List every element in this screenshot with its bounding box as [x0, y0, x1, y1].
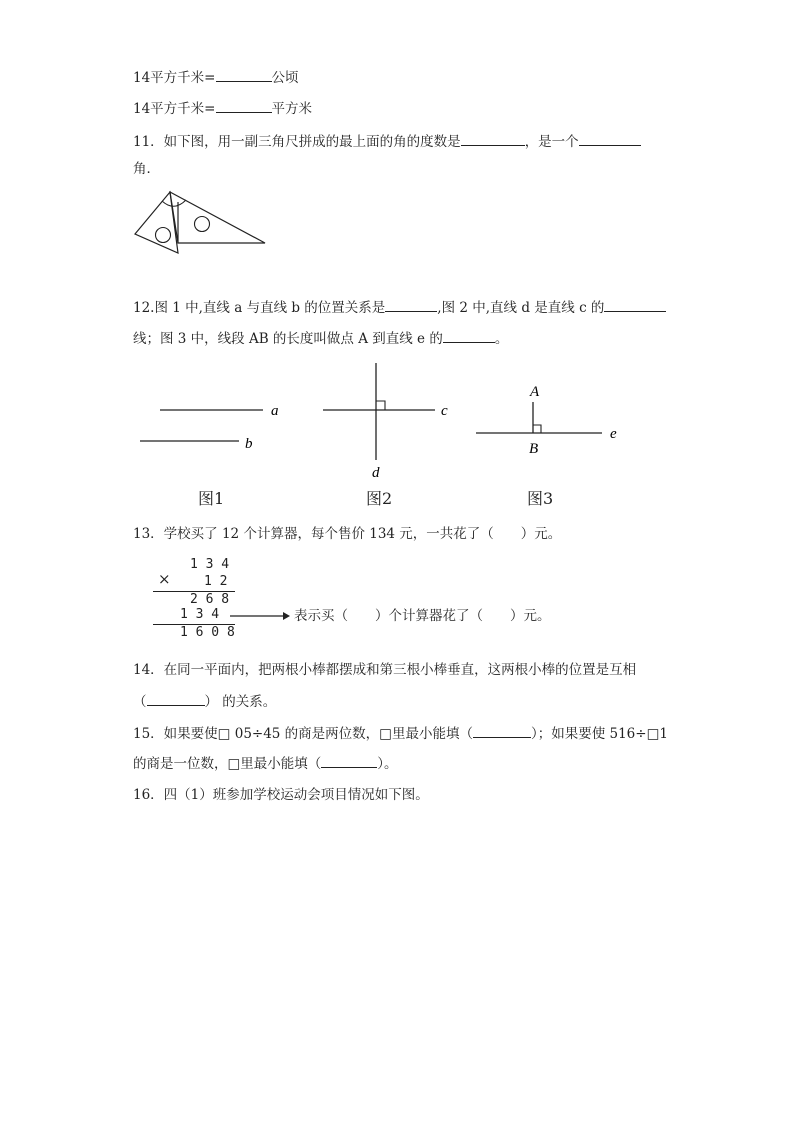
q12-line2: [133, 328, 508, 348]
q11-line1: [133, 131, 641, 151]
q10-unit: 公顷: [271, 70, 299, 86]
right-angle-mark: [533, 425, 541, 433]
q14-text: 14．在同一平面内，把两根小棒都摆成和第三根小棒垂直，这两根小棒的位置是互相: [133, 662, 637, 678]
q14-line2: [133, 691, 276, 711]
q11-text: 角．: [133, 161, 160, 177]
answer-blank[interactable]: [147, 691, 205, 706]
right-angle-mark: [376, 401, 385, 410]
q11-text: 11．如下图，用一副三角尺拼成的最上面的角的度数是: [133, 134, 461, 150]
ruler-hole: [195, 217, 210, 232]
q12-text: ,图 2 中,直线 d 是直线 c 的: [437, 300, 605, 316]
q10-line-hectare: [133, 67, 299, 87]
figure2-caption: 图2: [366, 489, 393, 508]
q10-text: 14平方千米=: [133, 101, 216, 117]
q10-line-square-meter: [133, 98, 312, 118]
answer-blank[interactable]: [461, 131, 525, 146]
q13-annotation-text: 表示买（ ）个计算器花了（ ）元。: [294, 608, 551, 624]
times-sign: ×: [158, 570, 171, 588]
q14-text: ） 的关系。: [204, 694, 277, 710]
angle-arc: [162, 200, 186, 206]
q15-line2: [133, 753, 398, 773]
figure3-perpendicular-segment: [472, 380, 632, 460]
q12-text: 线；图 3 中，线段 AB 的长度叫做点 A 到直线 e 的: [133, 331, 443, 347]
calc-partial1: 2 6 8: [190, 592, 230, 607]
answer-blank[interactable]: [216, 98, 272, 113]
q15-text: 15．如果要使□ 05÷45 的商是两位数，□里最小能填（: [133, 726, 473, 742]
label-B: B: [529, 441, 539, 457]
label-d: d: [372, 465, 380, 481]
triangle-rulers-figure: [132, 190, 272, 256]
q16-text: 16．四（1）班参加学校运动会项目情况如下图。: [133, 787, 429, 803]
label-a: a: [271, 403, 279, 419]
q13-annotation: [294, 607, 551, 625]
figure1-parallel-lines: [135, 395, 285, 457]
label-b: b: [245, 436, 253, 452]
calc-partial2: 1 3 4: [180, 607, 220, 622]
q12-line1: [133, 297, 666, 317]
calc-multiplier: 1 2: [204, 574, 228, 589]
q11-line2: [133, 160, 160, 178]
label-c: c: [441, 403, 448, 419]
q13-question: [133, 525, 561, 543]
q15-text: 的商是一位数，□里最小能填（: [133, 756, 322, 772]
answer-blank[interactable]: [216, 67, 272, 82]
q14-text: （: [133, 694, 147, 710]
q11-text: ，是一个: [524, 134, 579, 150]
answer-blank[interactable]: [385, 297, 437, 312]
q13-text: 13．学校买了 12 个计算器，每个售价 134 元，一共花了（ ）元。: [133, 526, 562, 542]
answer-blank[interactable]: [443, 328, 495, 343]
arrow-icon: [228, 609, 292, 623]
q15-line1: [133, 723, 668, 743]
q12-text: 。: [494, 331, 509, 347]
answer-blank[interactable]: [604, 297, 666, 312]
q15-text: ）；如果要使 516÷□1: [530, 726, 668, 742]
right-set-square: [170, 192, 265, 243]
calc-multiplicand: 1 3 4: [190, 557, 230, 572]
answer-blank[interactable]: [321, 753, 377, 768]
q10-text: 14平方千米=: [133, 70, 216, 86]
answer-blank[interactable]: [579, 131, 641, 146]
figure1-caption: 图1: [198, 489, 225, 508]
ruler-hole: [156, 228, 171, 243]
figure3-caption: 图3: [527, 489, 554, 508]
answer-blank[interactable]: [473, 723, 531, 738]
q10-unit: 平方米: [271, 101, 312, 117]
figure2-perpendicular-lines: [318, 360, 458, 482]
q14-line1: [133, 661, 636, 679]
label-A: A: [530, 384, 540, 400]
q12-text: 12.图 1 中,直线 a 与直线 b 的位置关系是: [133, 300, 386, 316]
label-e: e: [610, 426, 617, 442]
q16-line1: [133, 786, 429, 804]
q15-text: ）。: [377, 756, 398, 772]
calc-result: 1 6 0 8: [180, 625, 235, 640]
